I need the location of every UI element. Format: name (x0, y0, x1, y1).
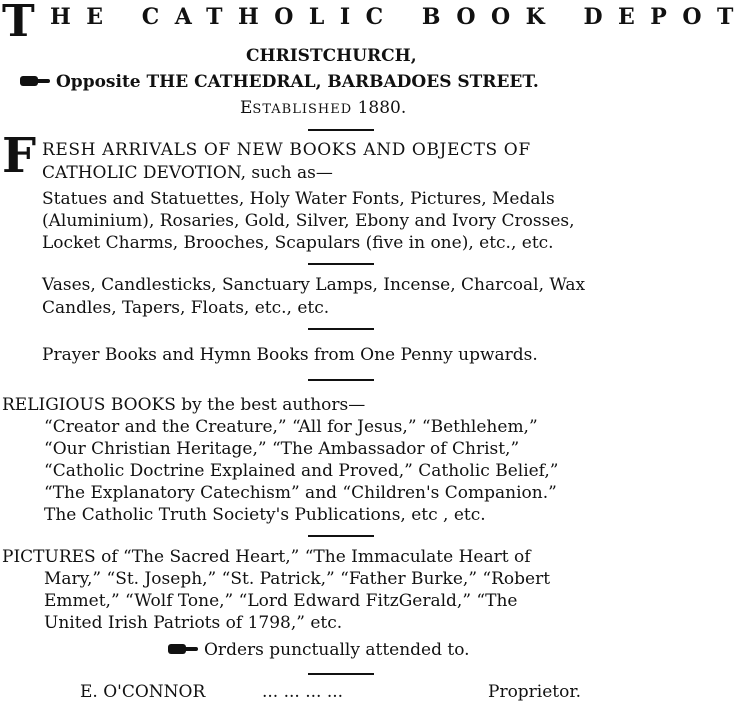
pictures-line-4: United Irish Patriots of 1798,” etc. (44, 613, 343, 633)
religious-line-2: “Creator and the Creature,” “All for Jesus,” “Bethlehem,” (44, 417, 538, 437)
divider (308, 129, 374, 131)
divider (308, 328, 374, 330)
religious-heading: RELIGIOUS BOOKS by the best authors— (2, 395, 366, 415)
footer-dots: ... ... ... ... (262, 682, 344, 702)
divider (308, 535, 374, 537)
fresh-items2-1: Vases, Candlesticks, Sanctuary Lamps, Incense, Charcoal, Wax (42, 275, 586, 295)
established-initial: E (240, 98, 253, 118)
established-word: STABLISHED (252, 102, 353, 117)
pointing-hand-icon (168, 642, 198, 656)
religious-line-4: “Catholic Doctrine Explained and Proved,” Catholic Belief,” (44, 461, 559, 481)
fresh-items-3: Locket Charms, Brooches, Scapulars (five in one), etc., etc. (42, 233, 554, 253)
pictures-line-3: Emmet,” “Wolf Tone,” “Lord Edward FitzGerald,” “The (44, 591, 518, 611)
page-title (0, 0, 749, 47)
prayer-books-line: Prayer Books and Hymn Books from One Penny upwards. (42, 345, 538, 365)
title-text: HE CATHOLIC BOOK DEPOT (50, 4, 749, 30)
divider (308, 263, 374, 265)
fresh-items2-2: Candles, Tapers, Floats, etc., etc. (42, 298, 330, 318)
fresh-dropcap: F (2, 128, 37, 184)
divider (308, 673, 374, 675)
pictures-line-2: Mary,” “St. Joseph,” “St. Patrick,” “Father Burke,” “Robert (44, 569, 551, 589)
religious-line-3: “Our Christian Heritage,” “The Ambassador of Christ,” (44, 439, 520, 459)
orders-line (168, 640, 470, 660)
location-line: CHRISTCHURCH, (246, 46, 417, 66)
fresh-heading-2: CATHOLIC DEVOTION, such as— (42, 163, 333, 183)
pictures-line-1: PICTURES of “The Sacred Heart,” “The Immaculate Heart of (2, 547, 531, 567)
footer-name: E. O'CONNOR (80, 682, 206, 702)
religious-line-5: “The Explanatory Catechism” and “Children's Companion.” (44, 483, 557, 503)
address-text: Opposite THE CATHEDRAL, BARBADOES STREET. (56, 72, 539, 92)
established-line (240, 98, 406, 120)
divider (308, 379, 374, 381)
fresh-items-1: Statues and Statuettes, Holy Water Fonts, Pictures, Medals (42, 189, 555, 209)
footer-role: Proprietor. (488, 682, 582, 702)
orders-text: Orders punctually attended to. (204, 640, 470, 660)
religious-line-6: The Catholic Truth Society's Publications, etc , etc. (44, 505, 486, 525)
fresh-heading-1: RESH ARRIVALS OF NEW BOOKS AND OBJECTS OF (42, 140, 531, 160)
pointing-hand-icon (20, 74, 50, 88)
established-year: 1880. (357, 98, 407, 118)
title-dropcap: T (2, 0, 35, 47)
fresh-items-2: (Aluminium), Rosaries, Gold, Silver, Ebony and Ivory Crosses, (42, 211, 575, 231)
address-line (20, 72, 539, 92)
